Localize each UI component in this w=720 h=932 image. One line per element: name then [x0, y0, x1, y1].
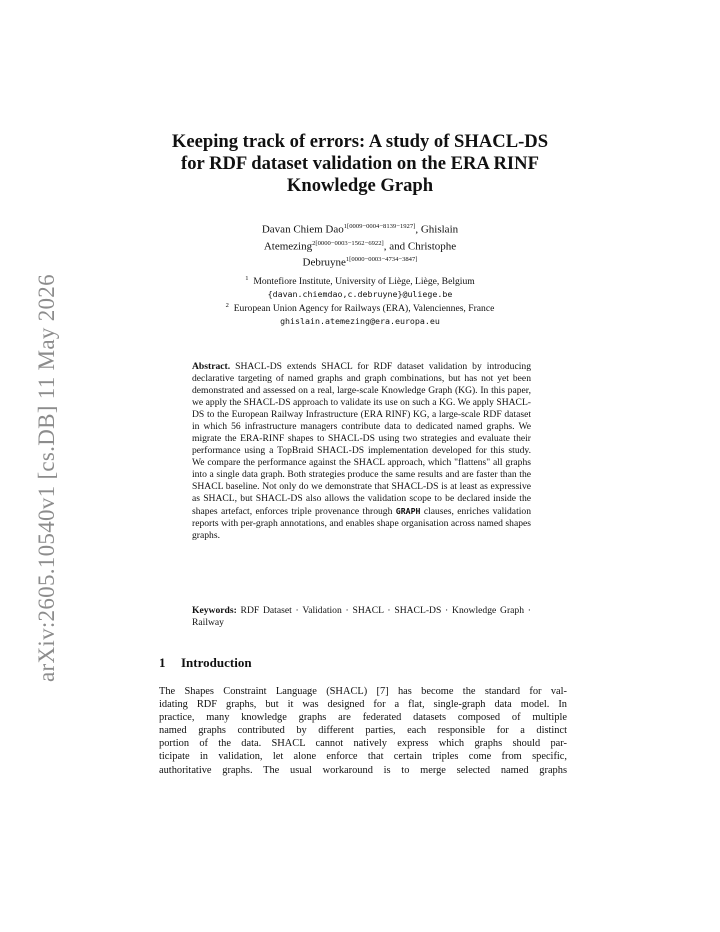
text-line: idating RDF graphs, but it was designed for a flat, single-graph data model. In [159, 699, 567, 711]
author-line [210, 237, 510, 254]
affiliation-text: European Union Agency for Railways (ERA), Valenciennes, France [233, 303, 495, 315]
abstract-label: Abstract. [192, 361, 231, 372]
affiliation-2 [180, 300, 540, 315]
author-orcid: 1[0009−0004−8139−1927] [343, 223, 416, 230]
section-title: Introduction [181, 655, 252, 670]
keywords-text: RDF Dataset · Validation · SHACL · SHACL-DS · Knowledge Graph · Railway [192, 605, 531, 628]
text-line: The Shapes Constraint Language (SHACL) [7] has become the standard for val- [159, 686, 567, 697]
author-name: Davan Chiem Dao [261, 223, 344, 236]
section-heading [159, 655, 252, 671]
abstract-code: GRAPH [395, 506, 421, 516]
abstract-text: clauses, enriches validation reports with per-graph annotations, and enables shape organisation across named shapes graphs. [192, 506, 531, 541]
abstract-text: SHACL-DS extends SHACL for RDF dataset validation by introducing declarative targeting of named graphs and graph combinations, but has not yet been demonstrated and assessed on a real, large-scale Knowledge Graph (KG). In this paper, we apply the SHACL-DS approach to validate its use on such a KG. We apply SHACL-DS to the European Railway Infrastructure (ERA RINF) KG, a large-scale RDF dataset in which 56 infrastructure managers contribute data to dedicated named graphs. We migrate the ERA-RINF shapes to SHACL-DS using two strategies and evaluate their performance using a TopBraid SHACL-DS implementation developed for this study. We compare the performance against the SHACL approach, which "flattens" all graphs into a single data graph. Both strategies produce the same results and are faster than the SHACL baseline. Not only do we demonstrate that SHACL-DS is at least as expressive as SHACL, but SHACL-DS also allows the validation scope to be declared inside the shapes artefact, enforces triple provenance through [192, 361, 531, 517]
author-name: Debruyne [302, 256, 346, 269]
arxiv-identifier: arXiv:2605.10540v1 [cs.DB] 11 May 2026 [34, 274, 59, 682]
affiliations [180, 273, 540, 327]
text-line: practice, many knowledge graphs are federated datasets composed of multiple [159, 712, 567, 724]
abstract [192, 361, 531, 542]
affiliation-1 [180, 273, 540, 288]
author-list [210, 220, 510, 270]
author-separator: , and Christophe [383, 240, 457, 253]
paper-title [150, 131, 570, 197]
author-line [210, 253, 510, 270]
affiliation-2-email[interactable]: ghislain.atemezing@era.europa.eu [280, 316, 440, 327]
text-line: ticipate in validation, let alone enforce that certain triples come from specific, [159, 751, 567, 763]
author-separator: , Ghislain [415, 223, 459, 236]
text-line: authoritative graphs. The usual workaround is to merge selected named graphs [159, 764, 567, 776]
affiliation-marker: 2 [225, 302, 229, 310]
author-name: Atemezing [263, 240, 313, 253]
keywords-label: Keywords: [192, 605, 237, 616]
author-orcid: 1[0000−0003−4734−3847] [345, 256, 418, 264]
affiliation-marker: 1 [245, 275, 249, 282]
author-orcid: 2[0000−0003−1562−6922] [312, 239, 384, 247]
affiliation-1-email[interactable]: {davan.chiemdao,c.debruyne}@uliege.be [267, 289, 453, 300]
keywords [192, 605, 531, 629]
author-line [210, 220, 510, 237]
title-line: Knowledge Graph [286, 175, 434, 196]
title-line: for RDF dataset validation on the ERA RINF [181, 153, 539, 174]
text-line: named graphs contributed by different parties, each responsible for a distinct [159, 725, 567, 737]
affiliation-text: Montefiore Institute, University of Liège, Liège, Belgium [253, 276, 475, 288]
arxiv-side-stamp [14, 252, 59, 682]
title-line: Keeping track of errors: A study of SHACL-DS [171, 131, 549, 152]
intro-paragraph [159, 685, 567, 777]
text-line: portion of the data. SHACL cannot natively express which graphs should par- [159, 738, 567, 750]
section-number: 1 [159, 655, 166, 670]
